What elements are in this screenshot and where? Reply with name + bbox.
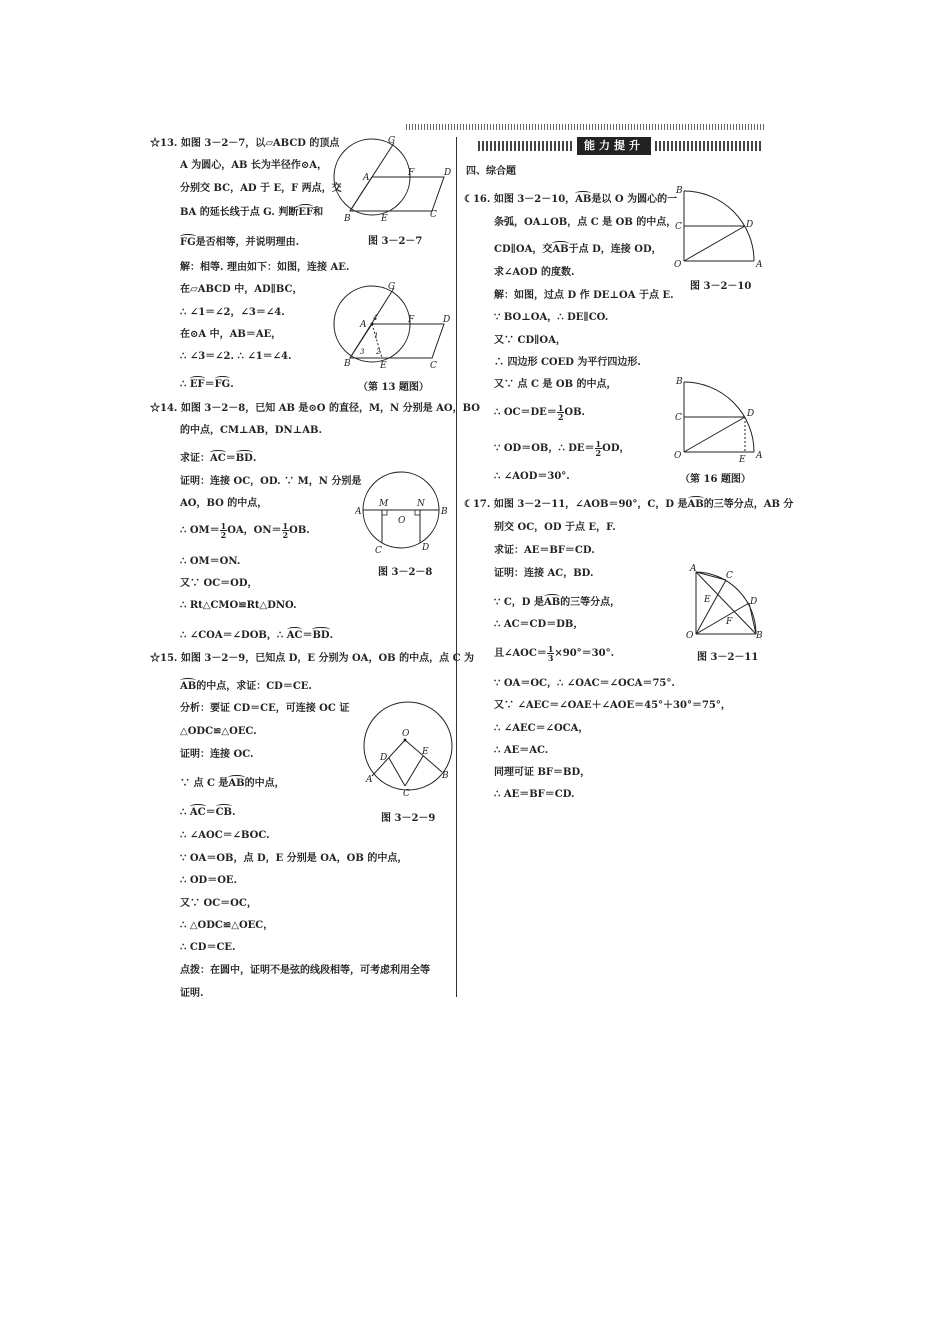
label-O: O — [398, 516, 406, 526]
label-O: O — [674, 260, 682, 270]
text-line: 解：相等. 理由如下：如图，连接 AE. — [180, 262, 350, 273]
angle-3: 3 — [360, 348, 365, 356]
label-D: D — [746, 220, 754, 230]
text-line: ∴ ∠3＝∠2. ∴ ∠1＝∠4. — [180, 351, 292, 362]
label-C: C — [430, 361, 437, 371]
text-line: 在⊙A 中，AB＝AE， — [180, 329, 282, 340]
text-line: 同理可证 BF＝BD， — [494, 767, 591, 778]
text-line: CD∥OA，交AB于点 D，连接 OD， — [494, 244, 662, 255]
text-line: ∴ ∠AEC＝∠OCA， — [494, 723, 589, 734]
line-OD — [684, 417, 745, 452]
text-line: ∴ AE＝BF＝CD. — [494, 789, 575, 800]
text-line: ∴ △ODC≌△OEC， — [180, 920, 274, 931]
text-line: 解：如图，过点 D 作 DE⊥OA 于点 E. — [494, 290, 674, 301]
label-M: M — [379, 499, 389, 509]
figure-caption: 图 3－2－10 — [690, 281, 752, 292]
label-A: A — [690, 564, 697, 574]
text-line: 且∠AOC＝ $\frac{1}{3}$ ×90°＝30°. — [494, 644, 615, 663]
label-C: C — [403, 789, 410, 798]
figure-caption: 图 3－2－7 — [368, 236, 423, 247]
label-B: B — [344, 214, 351, 224]
text-line: ∴ 四边形 COED 为平行四边形. — [494, 357, 641, 368]
right-angle-mark — [415, 510, 420, 515]
text-line: ∴ AC＝CD＝DB， — [494, 619, 584, 630]
angle-4: 4 — [373, 314, 378, 322]
text-line: BA 的延长线于点 G. 判断EF和 — [180, 207, 324, 218]
line-DC — [389, 758, 405, 786]
label-E: E — [739, 455, 746, 465]
text-line: A 为圆心，AB 长为半径作⊙A， — [180, 160, 328, 171]
label-C: C — [675, 222, 682, 232]
label-G: G — [388, 136, 396, 146]
text-line: ∴ ∠AOC＝∠BOC. — [180, 830, 270, 841]
figure-3-2-9 — [362, 698, 454, 798]
label-N: N — [417, 499, 425, 509]
label-O: O — [674, 451, 682, 461]
text-line: ∵ OA＝OC，∴ ∠OAC＝∠OCA＝75°. — [494, 678, 675, 689]
line-EC — [405, 756, 423, 786]
label-B: B — [441, 507, 448, 517]
figure-caption: （第 13 题图） — [358, 382, 429, 393]
angle-2: 2 — [376, 348, 381, 356]
label-A: A — [363, 173, 370, 183]
text-line: 又∵ OC＝OD， — [180, 578, 258, 589]
label-B: B — [344, 359, 351, 369]
text-line: 证明：连接 AC，BD. — [494, 568, 594, 579]
figure-problem-13 — [332, 282, 452, 372]
label-E: E — [422, 747, 429, 757]
figure-problem-16 — [672, 374, 772, 466]
line-BD — [749, 603, 756, 634]
text-line: ☾16. 如图 3－2－10，AB是以 O 为圆心的一 — [464, 194, 678, 205]
label-D: D — [443, 315, 451, 325]
label-E: E — [381, 214, 388, 224]
text-line: ∴ Rt△CMO≌Rt△DNO. — [180, 600, 297, 611]
text-line: ∴ ∠AOD＝30°. — [494, 471, 570, 482]
text-line: 分别交 BC，AD 于 E，F 两点，交 — [180, 183, 342, 194]
text-line: 求证：AC＝BD. — [180, 453, 257, 464]
header-hatch-decoration — [406, 124, 764, 130]
label-D: D — [750, 597, 758, 607]
text-line: ∴ EF＝FG. — [180, 379, 234, 390]
text-line: ∵ C，D 是AB的三等分点， — [494, 597, 621, 608]
text-line: ∴ ∠COA＝∠DOB，∴ AC＝BD. — [180, 630, 334, 641]
text-line: 的中点，CM⊥AB，DN⊥AB. — [180, 425, 322, 436]
text-line: ∴ ∠1＝∠2，∠3＝∠4. — [180, 307, 285, 318]
column-divider — [456, 137, 457, 997]
section-title: 四、综合题 — [466, 166, 516, 177]
label-O: O — [686, 631, 694, 641]
label-A: A — [756, 260, 763, 270]
text-line: 证明：连接 OC. — [180, 749, 254, 760]
label-B: B — [442, 771, 449, 781]
label-E: E — [380, 361, 387, 371]
text-line: ∴ OM＝ON. — [180, 556, 241, 567]
label-A: A — [355, 507, 362, 517]
header-dots-right — [655, 141, 763, 151]
text-line: ∴ AE＝AC. — [494, 745, 549, 756]
text-line: ∵ OA＝OB，点 D，E 分别是 OA，OB 的中点， — [180, 853, 408, 864]
label-C: C — [675, 413, 682, 423]
line-OD — [684, 226, 745, 261]
figure-3-2-7 — [332, 133, 452, 229]
text-line: 点拨：在圆中，证明不是弦的线段相等，可考虑利用全等 — [180, 965, 430, 976]
text-line: FG是否相等，并说明理由. — [180, 237, 300, 248]
text-line: ∵ BO⊥OA，∴ DE∥CO. — [494, 312, 609, 323]
text-line: AB的中点，求证：CD＝CE. — [180, 681, 312, 692]
text-line: 又∵ CD∥OA， — [494, 335, 566, 346]
label-B: B — [756, 631, 763, 641]
label-C: C — [430, 210, 437, 220]
label-F: F — [726, 617, 733, 627]
text-line: 在▱ABCD 中，AD∥BC， — [180, 284, 303, 295]
text-line: 别交 OC，OD 于点 E，F. — [494, 522, 616, 533]
label-D: D — [444, 168, 452, 178]
text-line: ∴ OM＝ $\frac{1}{2}$ OA，ON＝ $\frac{1}{2}$ OB. — [180, 521, 310, 540]
text-line: 求∠AOD 的度数. — [494, 267, 575, 278]
label-B: B — [676, 186, 683, 196]
label-O: O — [402, 729, 410, 739]
text-line: ∵ 点 C 是AB的中点， — [180, 778, 285, 789]
text-line: 条弧，OA⊥OB，点 C 是 OB 的中点， — [494, 217, 677, 228]
line-OA — [372, 740, 405, 776]
header-dots-left — [478, 141, 574, 151]
text-line: 求证：AE＝BF＝CD. — [494, 545, 595, 556]
label-A: A — [360, 320, 367, 330]
right-angle-mark — [382, 510, 387, 515]
text-line: ☆14. 如图 3－2－8，已知 AB 是⊙O 的直径，M，N 分别是 AO，BO — [150, 403, 480, 414]
figure-3-2-8 — [355, 470, 455, 556]
text-line: 证明：连接 OC，OD. ∵ M，N 分别是 — [180, 476, 362, 487]
label-G: G — [388, 282, 396, 292]
text-line: 又∵ OC＝OC， — [180, 898, 257, 909]
label-C: C — [726, 571, 733, 581]
figure-3-2-11 — [684, 562, 768, 644]
figure-caption: （第 16 题图） — [680, 474, 751, 485]
label-A: A — [366, 775, 373, 785]
point-A — [371, 323, 374, 326]
label-A: A — [756, 451, 763, 461]
label-D: D — [380, 753, 388, 763]
text-line: ☆15. 如图 3－2－9，已知点 D，E 分别为 OA，OB 的中点，点 C 为 — [150, 653, 475, 664]
label-F: F — [408, 168, 415, 178]
label-D: D — [422, 543, 430, 553]
text-line: ∴ OD＝OE. — [180, 875, 238, 886]
text-line: ∴ CD＝CE. — [180, 942, 236, 953]
label-C: C — [375, 546, 382, 556]
text-line: ∴ OC＝DE＝ $\frac{1}{2}$ OB. — [494, 403, 586, 422]
text-line: 分析：要证 CD＝CE，可连接 OC 证 — [180, 703, 350, 714]
figure-caption: 图 3－2－11 — [697, 652, 759, 663]
text-line: ☆13. 如图 3－2－7，以▱ABCD 的顶点 — [150, 138, 340, 149]
text-line: ∴ AC＝CB. — [180, 807, 236, 818]
figure-3-2-10 — [670, 183, 770, 273]
figure-caption: 图 3－2－8 — [378, 567, 433, 578]
angle-1: 1 — [374, 332, 379, 340]
figure-caption: 图 3－2－9 — [381, 813, 436, 824]
text-line: 又∵ ∠AEC＝∠OAE＋∠AOE＝45°＋30°＝75°， — [494, 700, 731, 711]
text-line: 又∵ 点 C 是 OB 的中点， — [494, 379, 617, 390]
text-line: ∵ OD＝OB，∴ DE＝ $\frac{1}{2}$ OD， — [494, 439, 630, 458]
circle-O — [364, 702, 452, 790]
label-B: B — [676, 377, 683, 387]
text-line: AO，BO 的中点， — [180, 498, 268, 509]
label-F: F — [408, 315, 415, 325]
label-E: E — [704, 595, 711, 605]
text-line: 证明. — [180, 988, 204, 999]
text-line: ☾17. 如图 3－2－11，∠AOB＝90°，C，D 是AB的三等分点，AB 分 — [464, 499, 794, 510]
label-D: D — [747, 409, 755, 419]
section-banner: 能力提升 — [577, 137, 651, 155]
text-line: △ODC≌△OEC. — [180, 726, 257, 737]
